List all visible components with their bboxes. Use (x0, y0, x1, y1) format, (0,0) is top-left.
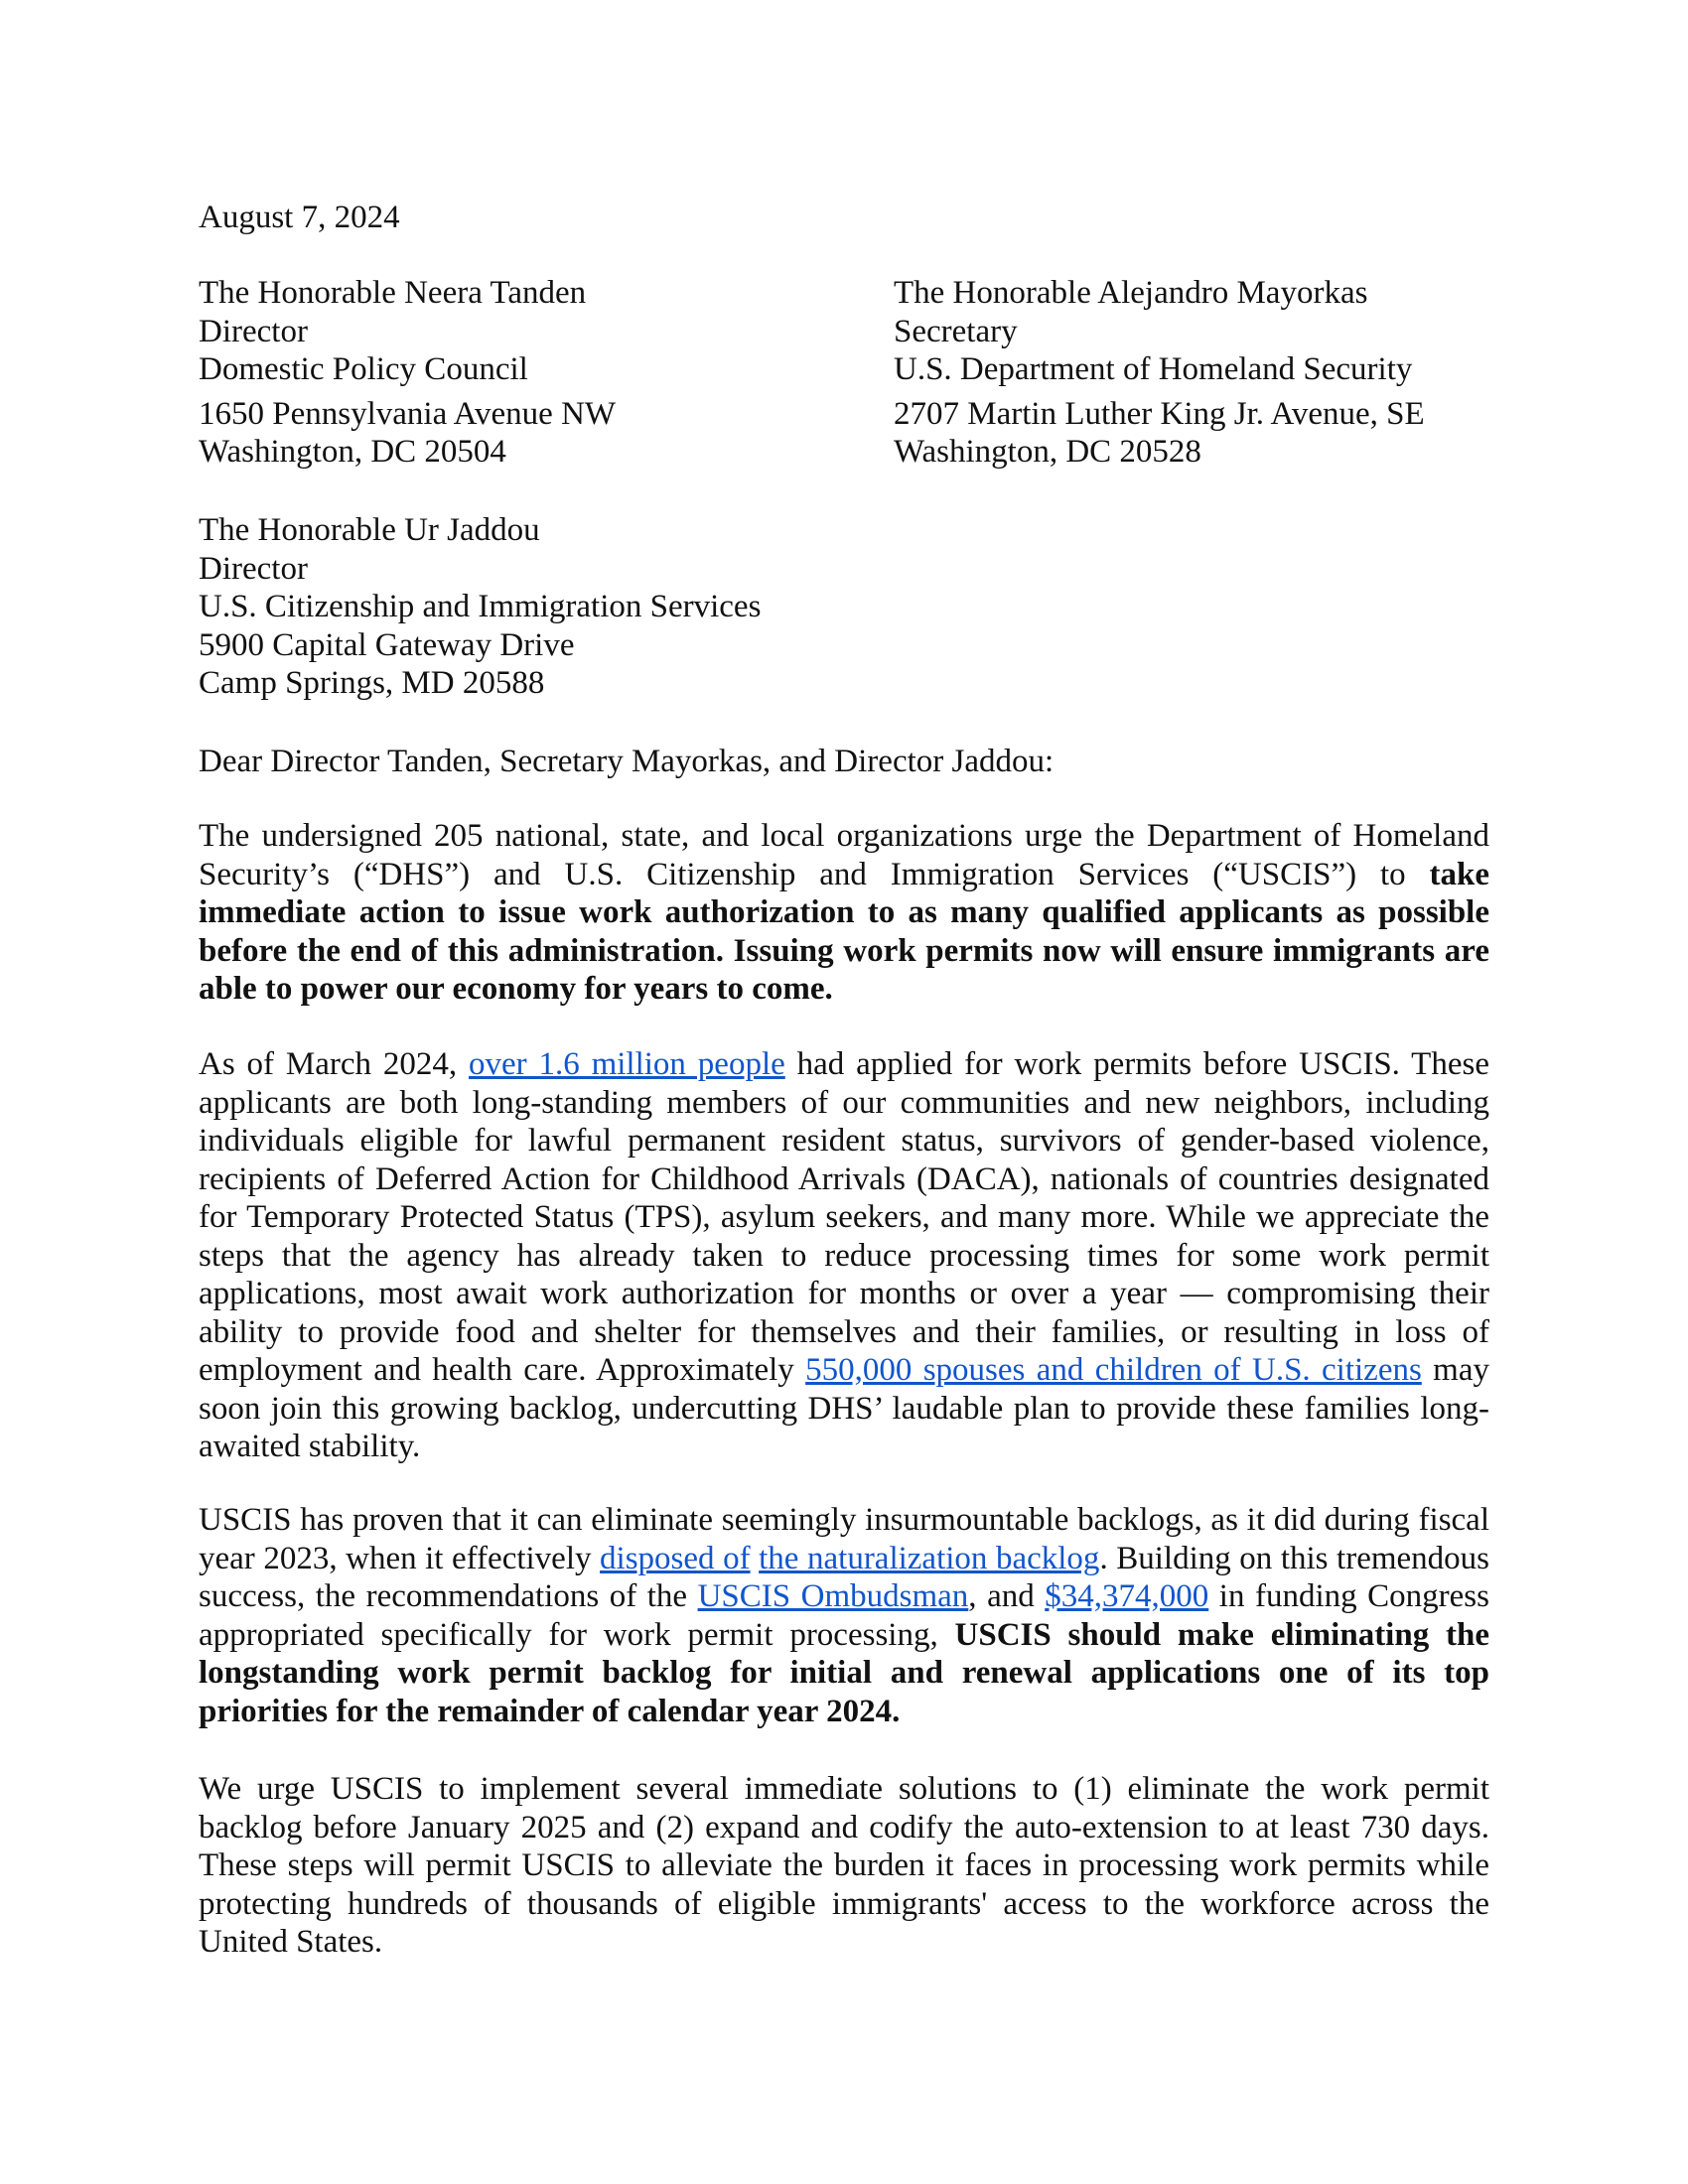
bold-recommendation: USCIS should make eliminating the longstanding work permit backlog for initial and renewal applications one of its top priorities for the remainder of calendar year 2024. (199, 1616, 1489, 1729)
recipient-name: The Honorable Ur Jaddou (199, 512, 540, 548)
paragraph-text: in funding Congress appropriated specifically for work permit processing, (199, 1578, 1489, 1653)
recipient-title: Director (199, 313, 308, 349)
recipient-street: 5900 Capital Gateway Drive (199, 626, 575, 663)
paragraph-text (751, 1541, 760, 1576)
recipient-city: Camp Springs, MD 20588 (199, 665, 545, 701)
link-uscis-ombudsman[interactable]: USCIS Ombudsman (697, 1578, 969, 1614)
link-550000-spouses-children[interactable]: 550,000 spouses and children of U.S. citizens (805, 1352, 1422, 1388)
recipient-org: Domestic Policy Council (199, 351, 528, 387)
link-disposed-of[interactable]: disposed of (600, 1540, 751, 1576)
recipient-street: 2707 Martin Luther King Jr. Avenue, SE (894, 395, 1425, 432)
letter-date: August 7, 2024 (199, 200, 400, 235)
paragraph-urge (199, 1770, 1489, 1962)
recipient-street: 1650 Pennsylvania Avenue NW (199, 395, 617, 432)
link-over-1-6-million-people[interactable]: over 1.6 million people (468, 1046, 785, 1082)
link-naturalization-backlog[interactable]: the naturalization backlog (759, 1540, 1100, 1576)
paragraph-text: The undersigned 205 national, state, and local organizations urge the Department of Homeland Security’s (“DHS”) and U.S. Citizenship and Immigration Services (“USCIS”) to (199, 818, 1489, 892)
recipient-title: Secretary (894, 313, 1018, 349)
link-funding-amount[interactable]: $34,374,000 (1045, 1578, 1209, 1614)
recipient-address-tanden (199, 274, 854, 472)
paragraph-text: USCIS has proven that it can eliminate seemingly insurmountable backlogs, as it did during fiscal year 2023, when it effectively (199, 1502, 1489, 1576)
recipient-org: U.S. Citizenship and Immigration Services (199, 589, 762, 624)
paragraph-text: As of March 2024, (199, 1046, 469, 1082)
paragraph-intro (199, 817, 1489, 1009)
paragraph-text: We urge USCIS to implement several immediate solutions to (1) eliminate the work permit backlog before January 2025 and (2) expand and codify the auto-extension to at least 730 days. These steps will permit USCIS to alleviate the burden it faces in processing work permits while protecting hundreds of thousands of eligible immigrants' access to the workforce across the United States. (199, 1771, 1489, 1960)
paragraph-text: , and (968, 1578, 1046, 1614)
recipient-address-jaddou (199, 511, 854, 703)
salutation: Dear Director Tanden, Secretary Mayorkas, and Director Jaddou: (199, 744, 1055, 779)
paragraph-text: may soon join this growing backlog, undercutting DHS’ laudable plan to provide these families long-awaited stability. (199, 1352, 1489, 1464)
paragraph-applicants (199, 1045, 1489, 1466)
recipient-title: Director (199, 550, 308, 587)
recipient-address-mayorkas (894, 274, 1549, 472)
paragraph-uscis-proven (199, 1501, 1489, 1730)
recipient-city: Washington, DC 20504 (199, 434, 506, 470)
bold-call-to-action: take immediate action to issue work authorization to as many qualified applicants as possible before the end of this administration. Issuing work permits now will ensure immigrants are able to power our economy for years to come. (199, 856, 1489, 1007)
recipient-name: The Honorable Alejandro Mayorkas (894, 275, 1368, 311)
recipient-org: U.S. Department of Homeland Security (894, 351, 1413, 387)
paragraph-text: . Building on this tremendous success, the recommendations of the (199, 1540, 1490, 1614)
recipient-name: The Honorable Neera Tanden (199, 275, 587, 311)
recipient-city: Washington, DC 20528 (894, 434, 1201, 470)
paragraph-text: had applied for work permits before USCIS. These applicants are both long-standing members of our communities and new neighbors, including individuals eligible for lawful permanent resident status, survivors of gender-based violence, recipients of Deferred Action for Childhood Arrivals (DACA), nationals of countries designated for Temporary Protected Status (TPS), asylum seekers, and many more. While we appreciate the steps that the agency has already taken to reduce processing times for some work permit applications, most await work authorization for months or over a year — compromising their ability to provide food and shelter for themselves and their families, or resulting in loss of employment and health care. Approximately (199, 1046, 1489, 1388)
